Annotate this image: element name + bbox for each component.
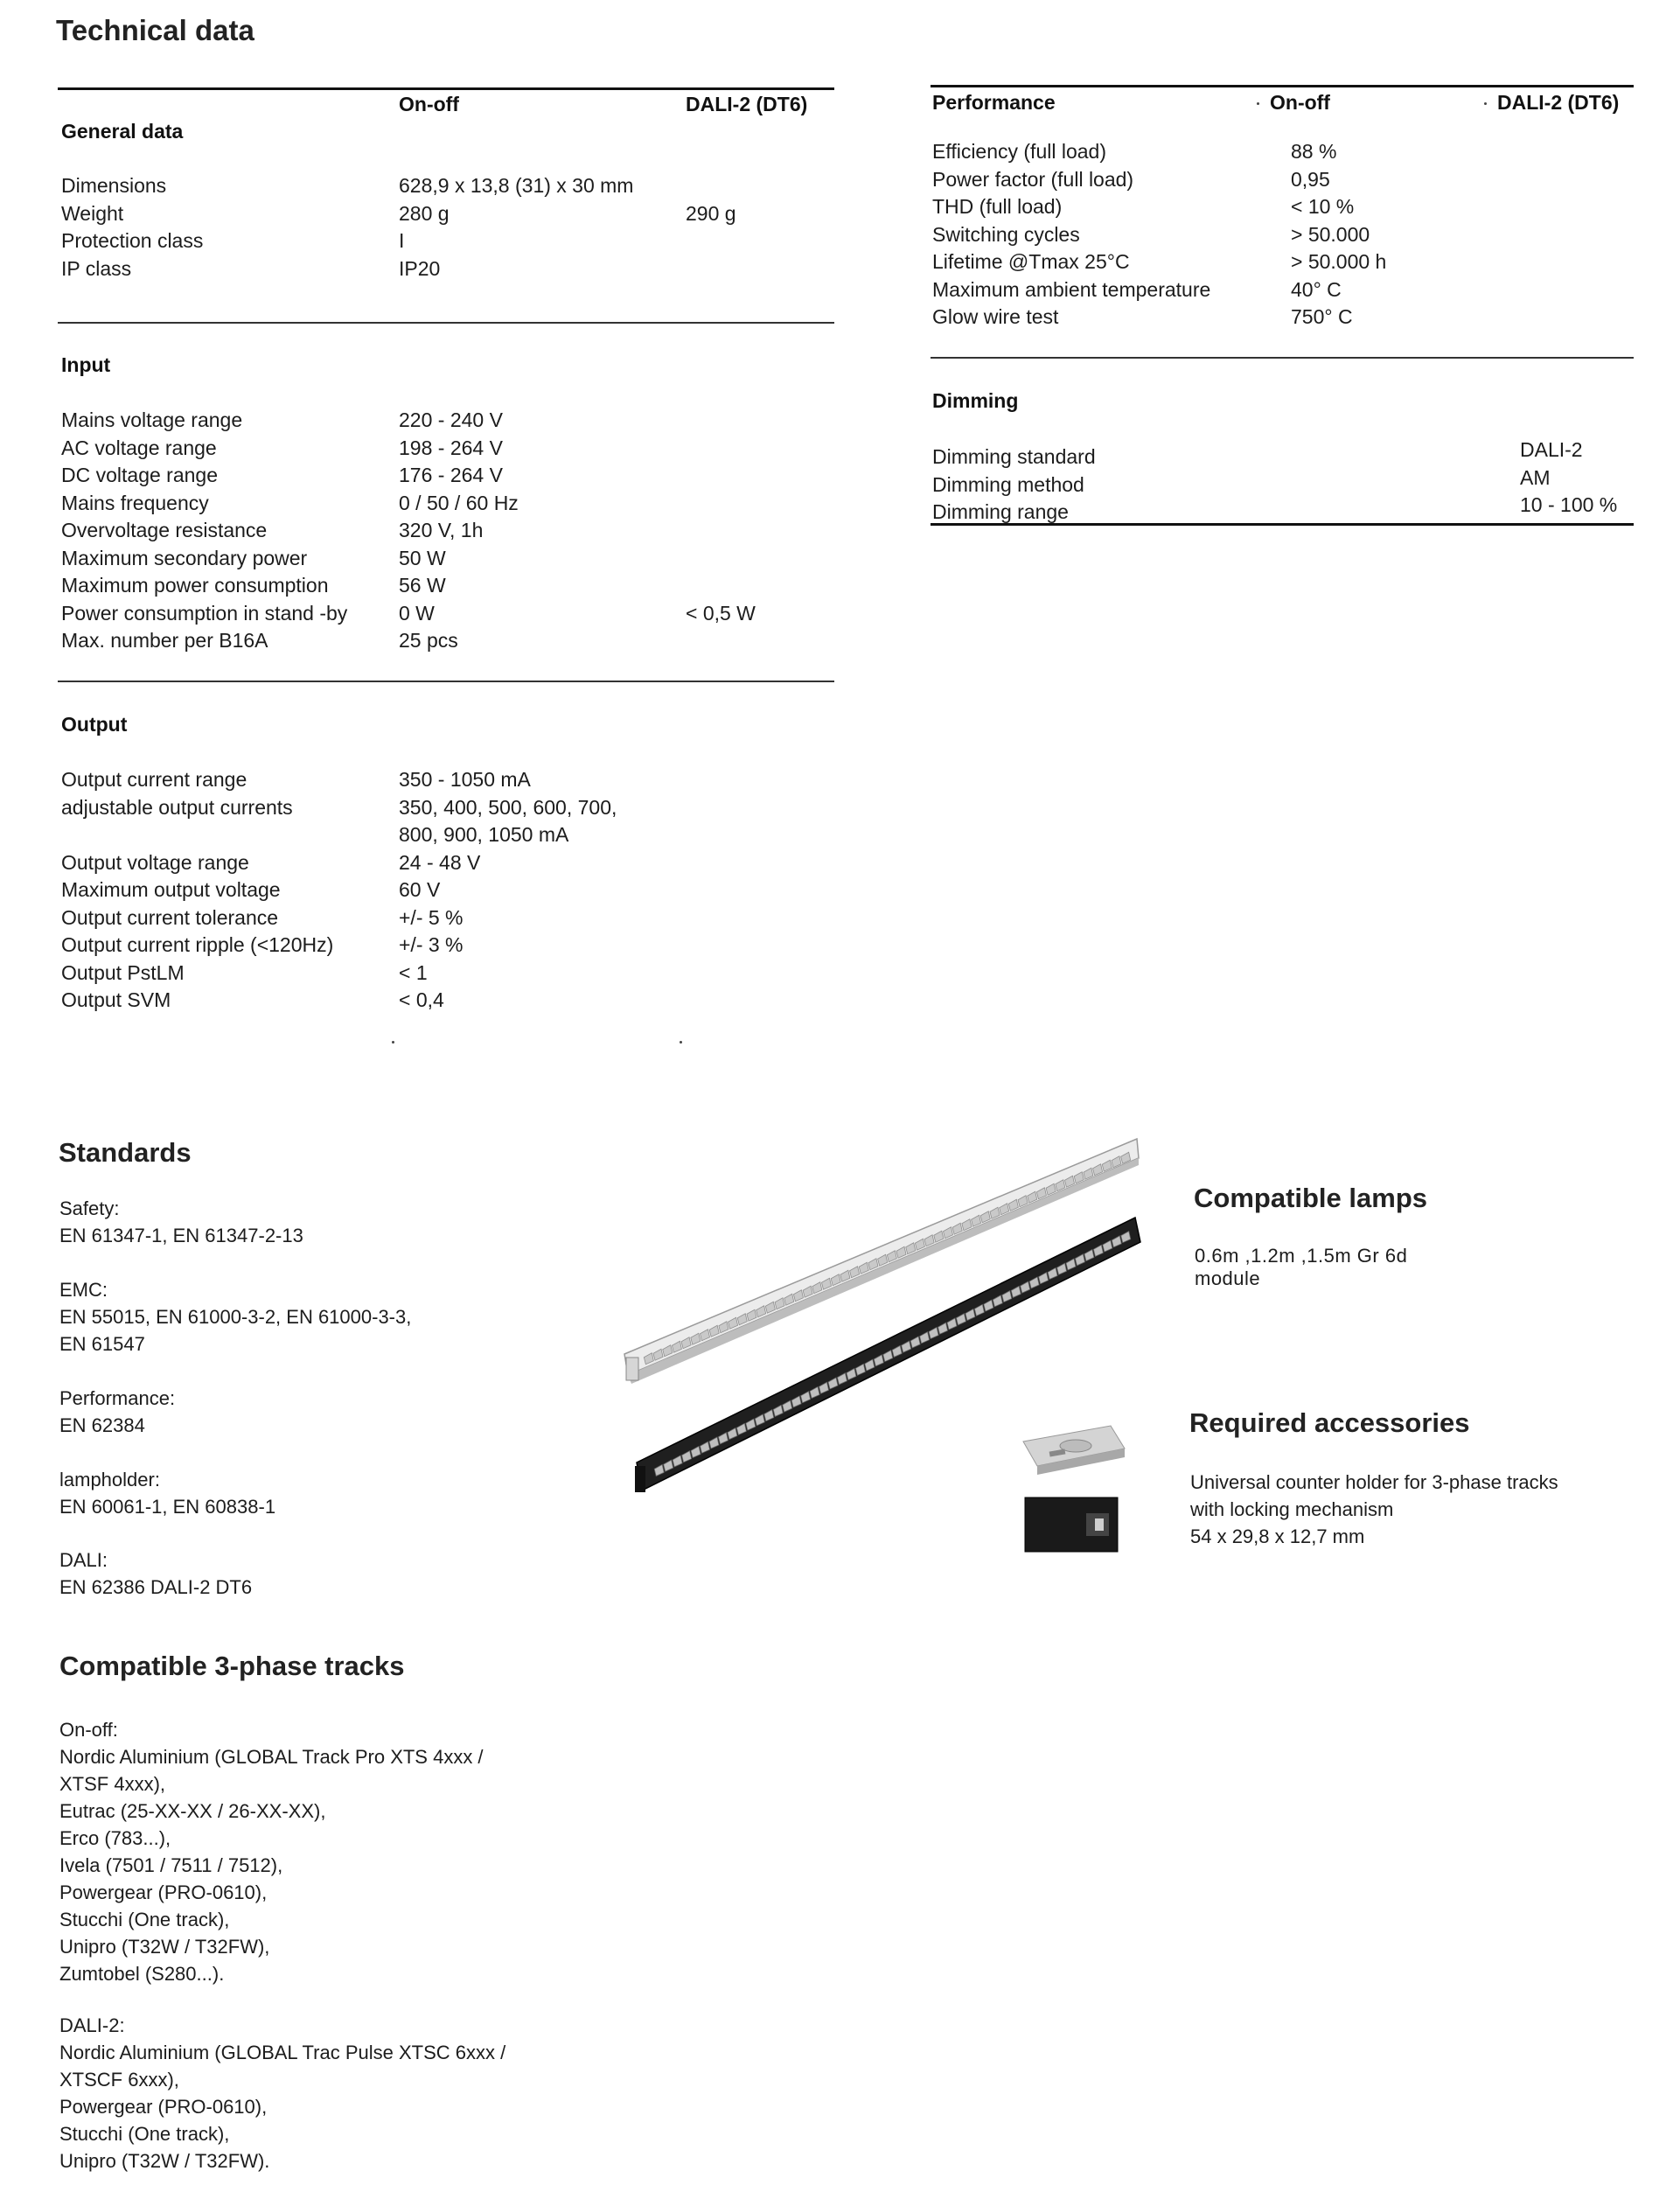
spec-value-dali: 290 g	[686, 201, 736, 225]
spec-label: Glow wire test	[932, 305, 1059, 328]
lamps-text: 0.6m ,1.2m ,1.5m Gr 6d module	[1195, 1245, 1408, 1289]
standard-text: EN 62384	[59, 1414, 145, 1436]
spec-value-onoff: 0 W	[399, 601, 435, 625]
spec-label: Maximum power consumption	[61, 574, 329, 597]
spec-label: Weight	[61, 201, 124, 225]
tracks-onoff-heading: On-off:	[59, 1719, 118, 1741]
table-bottom-rule	[931, 523, 1634, 526]
spec-label: Maximum output voltage	[61, 878, 281, 901]
spec-value: 88 %	[1291, 140, 1337, 163]
spec-label: THD (full load)	[932, 195, 1063, 218]
spec-value-dali: < 0,5 W	[686, 601, 756, 625]
spec-value-onoff: 0 / 50 / 60 Hz	[399, 491, 519, 514]
spec-value: DALI-2	[1520, 438, 1583, 461]
spec-value-onoff: < 1	[399, 960, 428, 984]
spec-label: Dimming range	[932, 500, 1069, 523]
accessories-title: Required accessories	[1189, 1407, 1470, 1438]
spec-value-onoff: IP20	[399, 256, 441, 280]
standards-title: Standards	[59, 1137, 192, 1168]
standard-heading: lampholder:	[59, 1469, 160, 1490]
spec-value-onoff: +/- 3 %	[399, 933, 464, 956]
standard-text: EN 60061-1, EN 60838-1	[59, 1496, 276, 1518]
section-title-performance: Performance	[932, 91, 1056, 114]
standard-text: EN 55015, EN 61000-3-2, EN 61000-3-3, EN 61547	[59, 1306, 412, 1355]
spec-value-onoff: 628,9 x 13,8 (31) x 30 mm	[399, 174, 634, 197]
accessories-text: Universal counter holder for 3-phase tracks with locking mechanism 54 x 29,8 x 12,7 mm	[1190, 1471, 1558, 1547]
section-divider	[931, 357, 1634, 359]
spec-value-onoff: 50 W	[399, 546, 446, 569]
spec-value-onoff: 280 g	[399, 201, 450, 225]
column-header-onoff: On-off	[399, 93, 459, 115]
spec-label: Efficiency (full load)	[932, 140, 1106, 163]
section-divider	[58, 681, 834, 682]
spec-label: Output voltage range	[61, 850, 249, 874]
spec-value-onoff: 60 V	[399, 878, 441, 901]
spec-label: Output current range	[61, 768, 247, 791]
spec-label: Maximum ambient temperature	[932, 277, 1211, 301]
tracks-onoff-list: Nordic Aluminium (GLOBAL Track Pro XTS 4xxx / XTSF 4xxx), Eutrac (25-XX-XX / 26-XX-XX), Erco (783...), Ivela (7501 / 7511 / 7512), Powergear (PRO-0610), Stucchi (One track), Unipro (T32W / T32FW), Zumtobel (S280...).	[59, 1746, 484, 1985]
spec-label: Output current tolerance	[61, 905, 279, 929]
spec-label: Lifetime @Tmax 25°C	[932, 250, 1130, 273]
spec-value-onoff: 198 - 264 V	[399, 436, 503, 459]
spec-label: Protection class	[61, 229, 204, 252]
lamps-title: Compatible lamps	[1194, 1183, 1427, 1213]
spec-value-onoff: I	[399, 229, 405, 252]
counter-holder-image	[1014, 1417, 1137, 1557]
spec-value-onoff: 25 pcs	[399, 629, 458, 652]
section-title-input: Input	[61, 353, 111, 376]
spec-value: 0,95	[1291, 167, 1330, 191]
spec-value: 750° C	[1291, 305, 1353, 328]
spec-label: Power consumption in stand -by	[61, 601, 348, 625]
spec-value-onoff: 320 V, 1h	[399, 519, 484, 541]
spec-value: > 50.000 h	[1291, 250, 1387, 273]
spec-value: < 10 %	[1291, 195, 1355, 218]
spec-value-onoff: < 0,4	[399, 988, 444, 1011]
counter-holder-top-view	[1023, 1426, 1125, 1475]
stray-dot	[680, 1041, 682, 1044]
spec-value-onoff: 220 - 240 V	[399, 408, 503, 431]
standard-text: EN 62386 DALI-2 DT6	[59, 1576, 253, 1598]
column-header-dali: DALI-2 (DT6)	[1497, 91, 1620, 114]
spec-label: adjustable output currents	[61, 795, 293, 819]
spec-value-onoff: 24 - 48 V	[399, 850, 481, 874]
standard-heading: Performance:	[59, 1387, 176, 1409]
standard-heading: DALI:	[59, 1549, 108, 1571]
page-title: Technical data	[56, 14, 254, 46]
spec-value: 40° C	[1291, 277, 1342, 301]
spec-value-onoff: 350, 400, 500, 600, 700,	[399, 795, 617, 819]
spec-value: AM	[1520, 465, 1551, 489]
standard-heading: Safety:	[59, 1197, 120, 1219]
column-header-dali: DALI-2 (DT6)	[686, 93, 808, 115]
column-header-onoff: On-off	[1270, 91, 1330, 114]
spec-value-onoff: 56 W	[399, 574, 446, 597]
spec-label: Output current ripple (<120Hz)	[61, 933, 334, 956]
tracks-title: Compatible 3-phase tracks	[59, 1651, 405, 1681]
spec-label: Maximum secondary power	[61, 546, 308, 569]
spec-label: Dimensions	[61, 174, 167, 197]
section-title-general: General data	[61, 120, 184, 143]
standard-heading: EMC:	[59, 1279, 108, 1301]
bullet-dot	[1484, 102, 1487, 105]
spec-label: Mains voltage range	[61, 408, 243, 431]
spec-value-onoff: +/- 5 %	[399, 905, 464, 929]
spec-label: Output PstLM	[61, 960, 185, 984]
spec-label: Dimming method	[932, 472, 1084, 496]
section-title-output: Output	[61, 713, 128, 736]
spec-label: Switching cycles	[932, 222, 1080, 246]
spec-label: DC voltage range	[61, 464, 218, 486]
counter-holder-side-view	[1025, 1497, 1118, 1552]
spec-label: Dimming standard	[932, 445, 1096, 468]
spec-label: Overvoltage resistance	[61, 519, 268, 541]
spec-label: AC voltage range	[61, 436, 217, 459]
section-divider	[58, 322, 834, 324]
spec-label: Power factor (full load)	[932, 167, 1134, 191]
table-top-rule	[931, 85, 1634, 87]
stray-dot	[392, 1041, 394, 1044]
tracks-dali-list: Nordic Aluminium (GLOBAL Trac Pulse XTSC 6xxx / XTSCF 6xxx), Powergear (PRO-0610), Stucchi (One track), Unipro (T32W / T32FW).	[59, 2042, 506, 2172]
section-title-dimming: Dimming	[932, 389, 1019, 412]
spec-value: > 50.000	[1291, 222, 1370, 246]
table-top-rule	[58, 87, 834, 90]
spec-label: IP class	[61, 256, 132, 280]
spec-value-onoff: 176 - 264 V	[399, 464, 503, 486]
bullet-dot	[1257, 102, 1259, 105]
standard-text: EN 61347-1, EN 61347-2-13	[59, 1225, 303, 1246]
spec-value-onoff: 350 - 1050 mA	[399, 768, 531, 791]
spec-label: Mains frequency	[61, 491, 209, 514]
spec-value: 10 - 100 %	[1520, 493, 1618, 516]
spec-value-onoff: 800, 900, 1050 mA	[399, 823, 569, 846]
tracks-dali-heading: DALI-2:	[59, 2014, 125, 2036]
spec-label: Max. number per B16A	[61, 629, 268, 652]
spec-label: Output SVM	[61, 988, 171, 1011]
